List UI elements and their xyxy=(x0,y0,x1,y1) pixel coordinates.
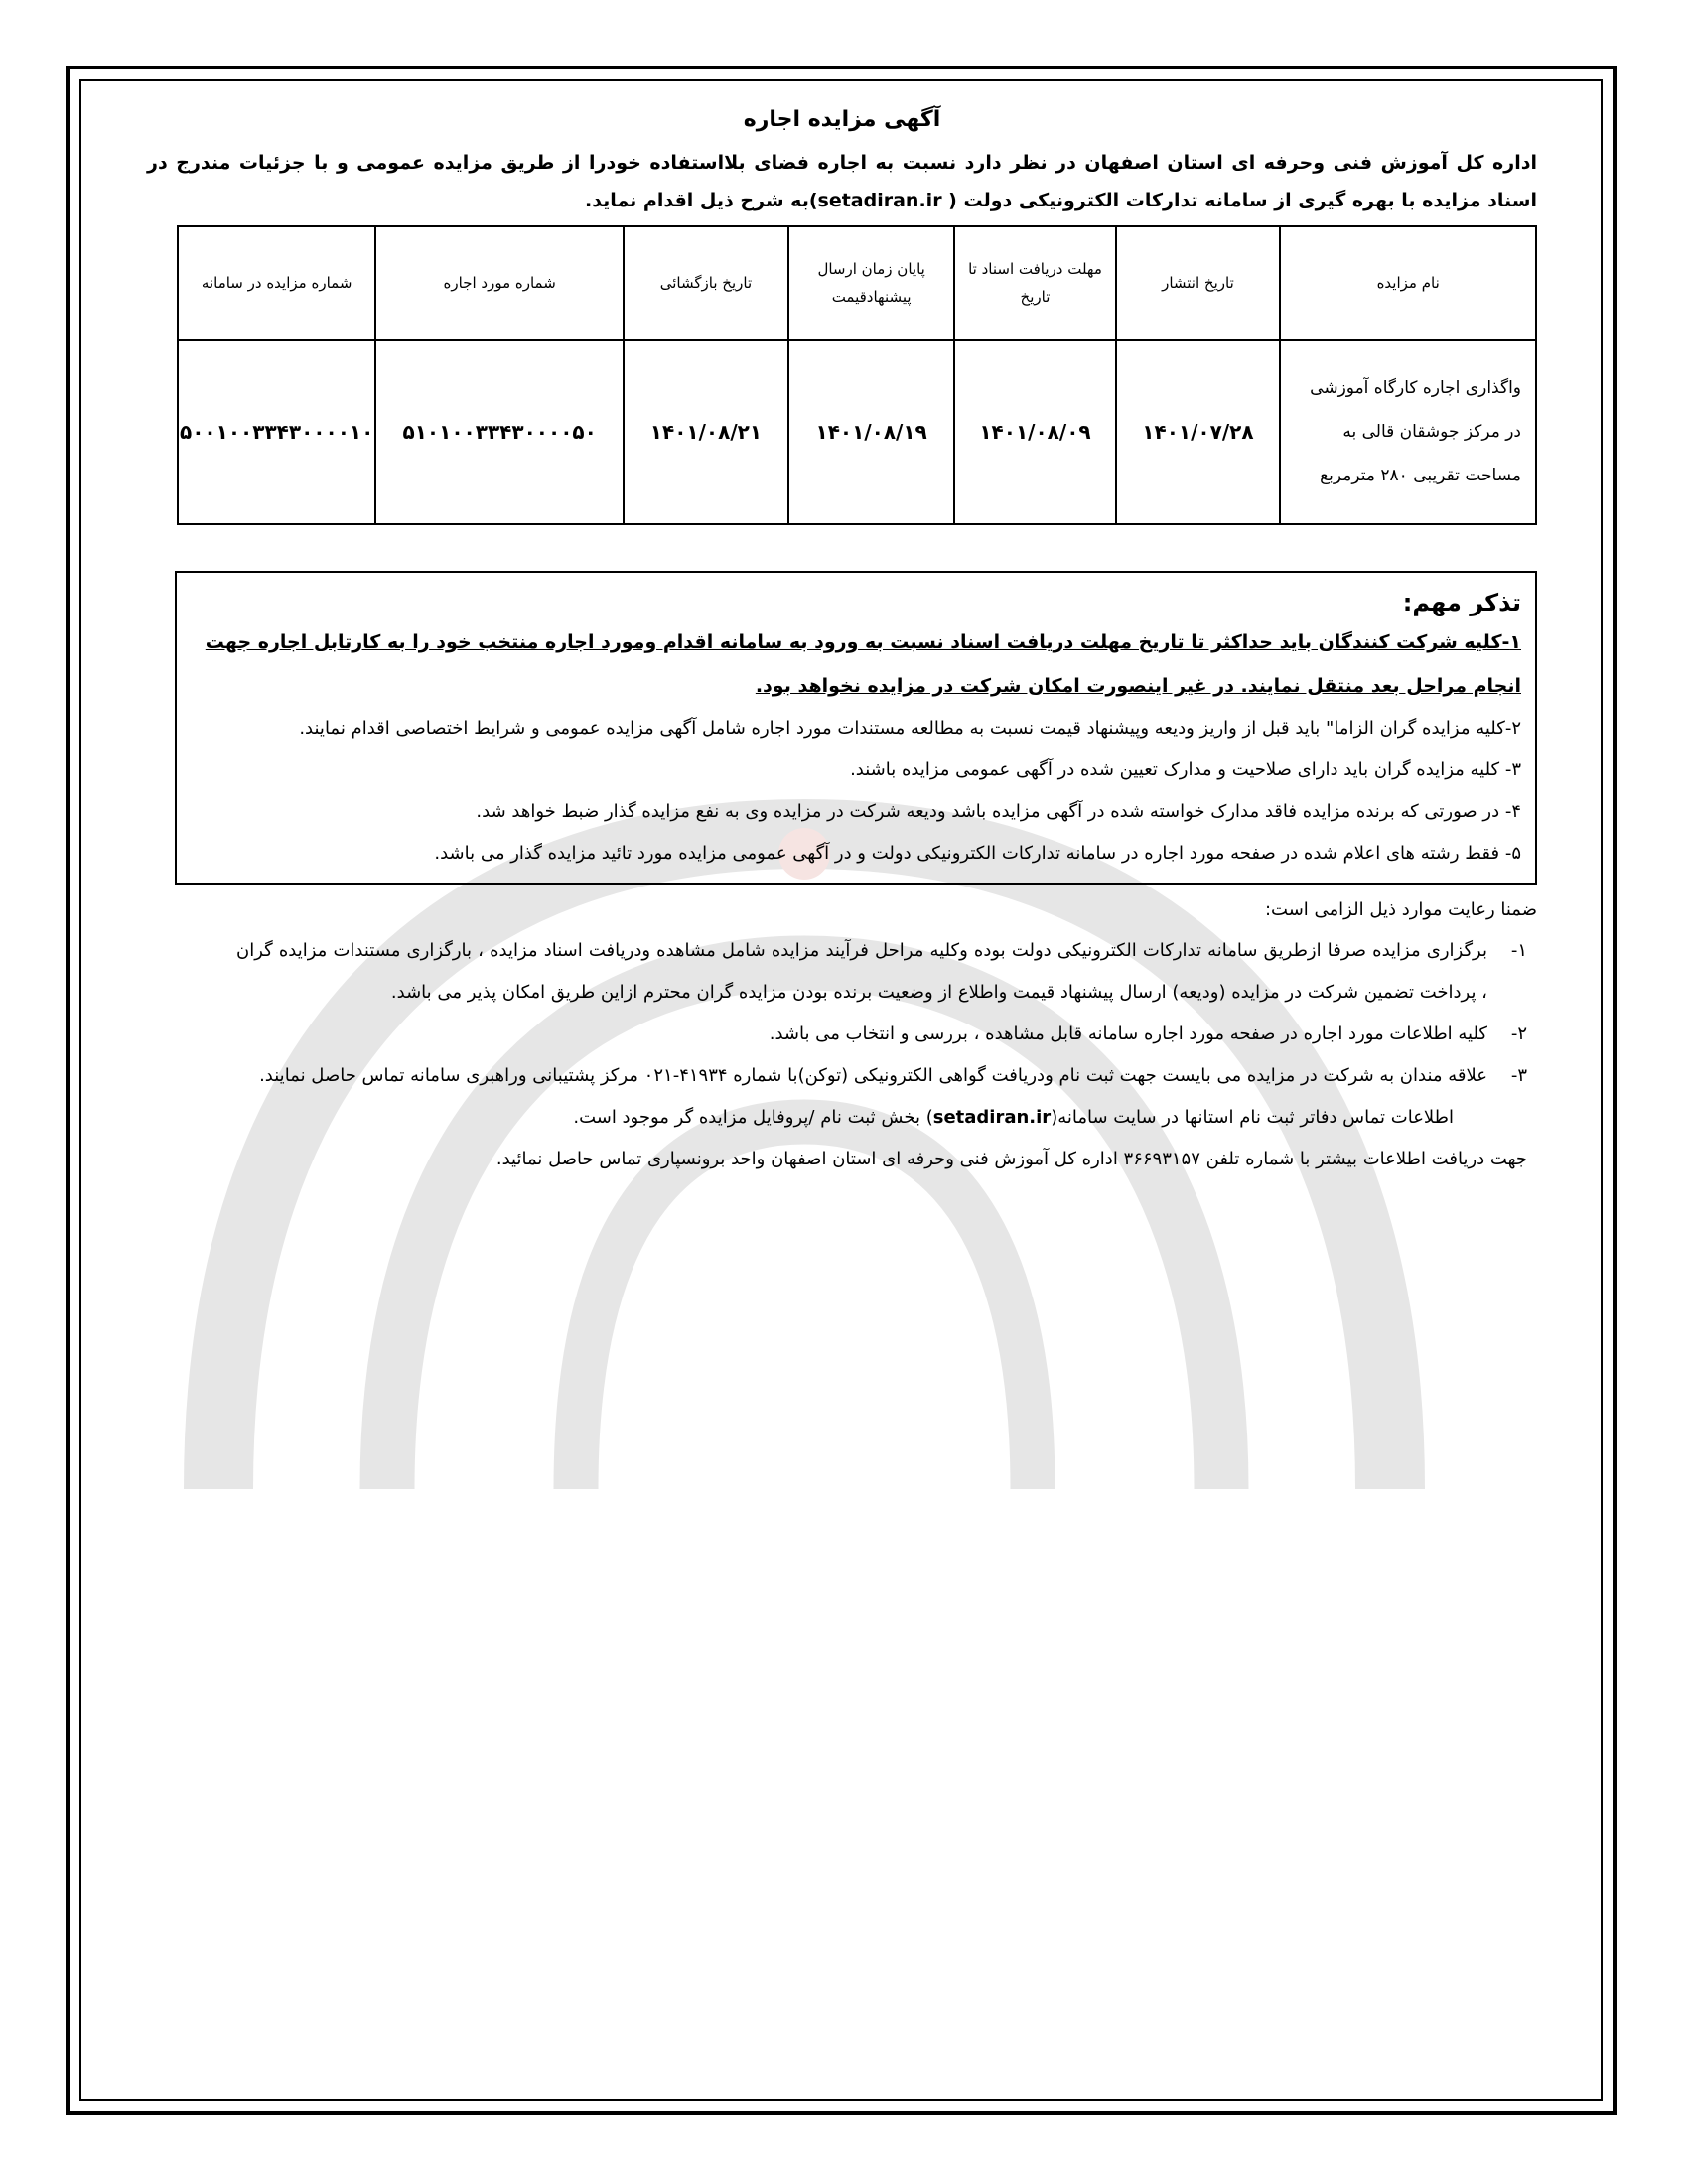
document-body xyxy=(147,99,1537,1180)
table-row xyxy=(178,340,1536,524)
contact-pre-text: اطلاعات تماس دفاتر ثبت نام استانها در سایت سامانه( xyxy=(1051,1107,1454,1128)
cell-lease-number: ۵۱۰۱۰۰۳۳۴۳۰۰۰۰۵۰ xyxy=(375,340,624,524)
requirement-number: ۳- xyxy=(1510,1065,1527,1086)
cell-opening-date: ۱۴۰۱/۰۸/۲۱ xyxy=(624,340,788,524)
requirement-number: ۱- xyxy=(1510,940,1527,961)
requirement-text: کلیه اطلاعات مورد اجاره در صفحه مورد اجاره سامانه قابل مشاهده ، بررسی و انتخاب می باشد. xyxy=(769,1024,1487,1044)
requirement-text: برگزاری مزایده صرفا ازطریق سامانه تدارکات الکترونیکی دولت بوده وکلیه مراحل فرآیند مزایده شامل مشاهده ودریافت اسناد مزایده ، بارگزاری مستندات مزایده گران ، پرداخت تضمین شرکت در مزایده (ودیعه) ارسال پیشنهاد قیمت واطلاع از وضعیت برنده بودن مزایده گران محترم ازاین طریق امکان پذیر می باشد. xyxy=(236,940,1487,1003)
important-notice-box xyxy=(175,571,1537,885)
cell-bid-end: ۱۴۰۱/۰۸/۱۹ xyxy=(788,340,955,524)
table-header-row xyxy=(178,226,1536,340)
contact-post-text: ) بخش ثبت نام /پروفایل مزایده گر موجود است. xyxy=(573,1107,933,1128)
requirement-text: علاقه مندان به شرکت در مزایده می بایست جهت ثبت نام ودریافت گواهی الکترونیکی (توکن)با شماره ۴۱۹۳۴-۰۲۱ مرکز پشتیبانی وراهبری سامانه تماس حاصل نمایند. xyxy=(259,1065,1487,1086)
cell-name: واگذاری اجاره کارگاه آموزشی در مرکز جوشقان قالی به مساحت تقریبی ۲۸۰ مترمربع xyxy=(1280,340,1536,524)
setadiran-link: setadiran.ir xyxy=(932,1107,1052,1128)
intro-paragraph: اداره کل آموزش فنی وحرفه ای استان اصفهان در نظر دارد نسبت به اجاره فضای بلااستفاده خودرا از طریق مزایده عمومی و با جزئیات مندرج در اسناد مزایده با بهره گیری از سامانه تدارکات الکترونیکی دولت ( setadiran.ir)به شرح ذیل اقدام نماید. xyxy=(147,152,1537,211)
auction-table xyxy=(177,225,1537,525)
page-title: آگهی مزایده اجاره xyxy=(743,107,941,132)
header-docs-deadline: مهلت دریافت اسناد تا تاریخ xyxy=(954,226,1115,340)
header-name: نام مزایده xyxy=(1280,226,1536,340)
header-opening-date: تاریخ بازگشائی xyxy=(624,226,788,340)
requirement-item xyxy=(147,1055,1537,1097)
requirement-number: ۲- xyxy=(1510,1024,1527,1044)
notice-item-3: ۳- کلیه مزایده گران باید دارای صلاحیت و مدارک تعیین شده در آگهی عمومی مزایده باشند. xyxy=(850,759,1521,780)
requirement-item xyxy=(147,1014,1537,1055)
notice-item-5: ۵- فقط رشته های اعلام شده در صفحه مورد اجاره در سامانه تدارکات الکترونیکی دولت و در آگهی عمومی مزایده مورد تائید مزایده گذار می باشد. xyxy=(434,843,1521,864)
header-system-number: شماره مزایده در سامانه xyxy=(178,226,375,340)
header-bid-end: پایان زمان ارسال پیشنهادقیمت xyxy=(788,226,955,340)
notice-heading: تذکر مهم: xyxy=(1402,589,1521,616)
cell-system-number: ۵۰۰۱۰۰۳۳۴۳۰۰۰۰۱۰ xyxy=(178,340,375,524)
cell-docs-deadline: ۱۴۰۱/۰۸/۰۹ xyxy=(954,340,1115,524)
requirements-heading: ضمنا رعایت موارد ذیل الزامی است: xyxy=(1264,899,1537,920)
header-lease-number: شماره مورد اجاره xyxy=(375,226,624,340)
notice-item-4: ۴- در صورتی که برنده مزایده فاقد مدارک خواسته شده در آگهی مزایده باشد ودیعه شرکت در مزایده وی به نفع مزایده گذار ضبط خواهد شد. xyxy=(476,801,1521,822)
cell-publish-date: ۱۴۰۱/۰۷/۲۸ xyxy=(1116,340,1281,524)
header-publish-date: تاریخ انتشار xyxy=(1116,226,1281,340)
contact-info-line xyxy=(147,1097,1537,1139)
notice-item-2: ۲-کلیه مزایده گران الزاما" باید قبل از واریز ودیعه وپیشنهاد قیمت نسبت به مطالعه مستندات مورد اجاره شامل آگهی مزایده عمومی و شرایط اختصاصی اقدام نمایند. xyxy=(299,718,1521,739)
more-info-line: جهت دریافت اطلاعات بیشتر با شماره تلفن ۳۶۶۹۳۱۵۷ اداره کل آموزش فنی وحرفه ای استان اصفهان واحد برونسپاری تماس حاصل نمائید. xyxy=(495,1149,1527,1169)
requirement-item xyxy=(147,930,1537,1014)
notice-item-1: ۱-کلیه شرکت کنندگان باید حداکثر تا تاریخ مهلت دریافت اسناد نسبت به ورود به سامانه اقدام ومورد اجاره منتخب خود را به کارتابل اجاره جهت انجام مراحل بعد منتقل نمایند. در غیر اینصورت امکان شرکت در مزایده نخواهد بود. xyxy=(205,631,1521,697)
